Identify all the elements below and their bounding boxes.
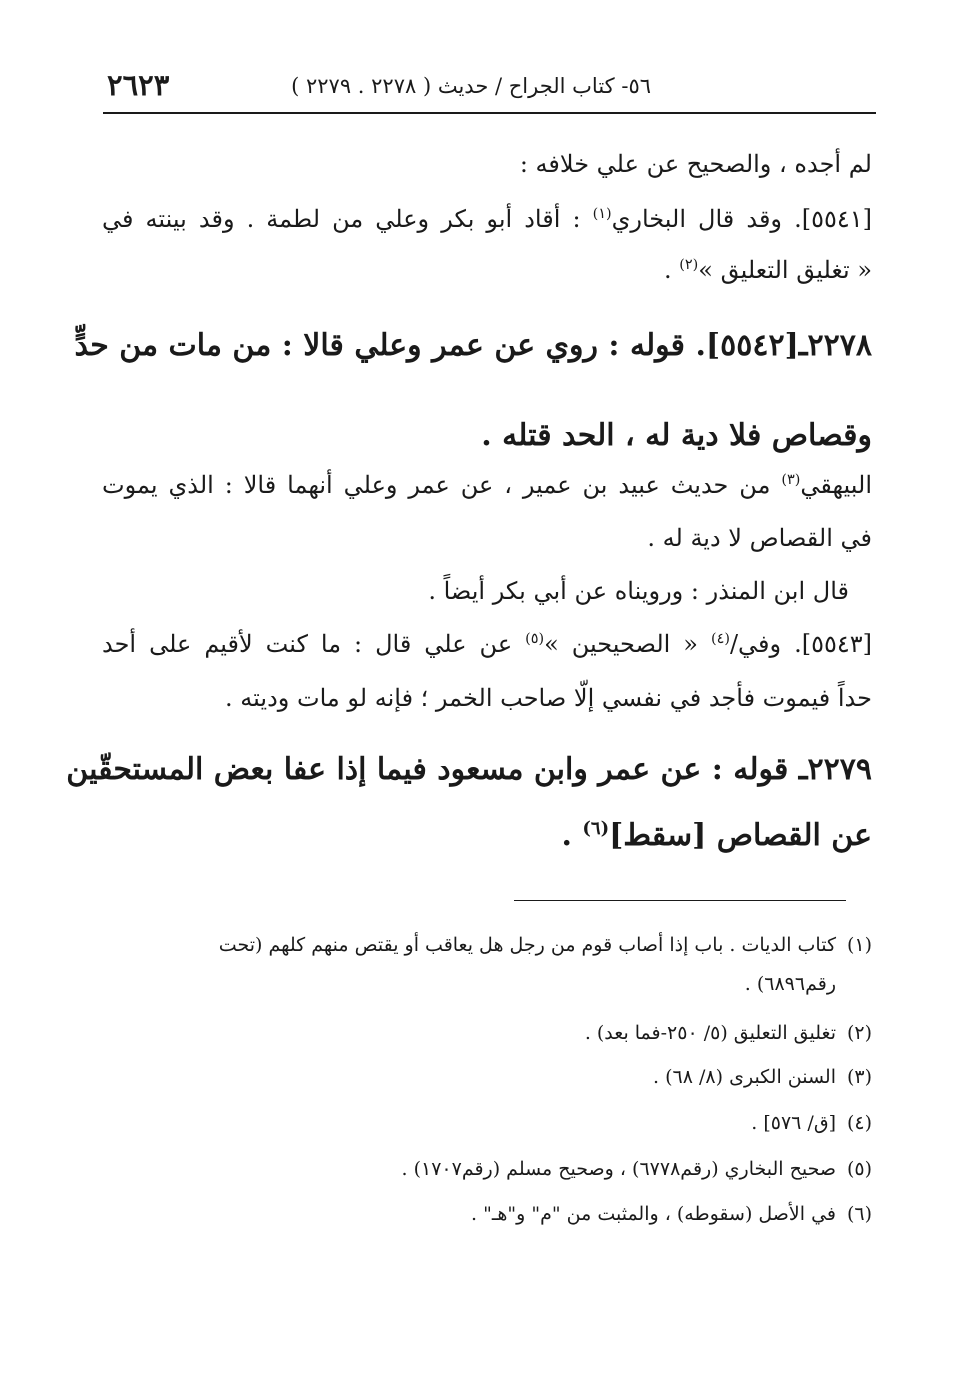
footnote-number: (٦) [846, 1203, 872, 1225]
footnote-item [102, 1112, 872, 1134]
footnote-item [102, 1022, 872, 1044]
footnote-ref[interactable]: (١) [592, 206, 612, 222]
footnote-item [102, 1203, 872, 1225]
paragraph-line: حداً فيموت فأجد في نفسي إلّا صاحب الخمر ؛ فإنه لو مات وديته . [225, 684, 872, 712]
footnote-ref[interactable]: (٣) [781, 472, 801, 488]
footnote-item [102, 1158, 872, 1180]
entry-heading: ٢٢٧٩ـ قوله : عن عمر وابن مسعود فيما إذا عفا بعض المستحقّين [66, 752, 872, 787]
paragraph-line: البيهقي$^{(٣)}$ من حديث عبيد بن عمير ، عن عمر وعلي أنهما قالا : الذي يموت [102, 471, 872, 499]
footnote-text: صحيح البخاري (رقم٦٧٧٨) ، وصحيح مسلم (رقم١٧٠٧) . [401, 1158, 836, 1180]
paragraph-line: [٥٥٤٣]. وفي/$^{(٤)}$ « الصحيحين »$^{(٥)}$ عن علي قال : ما كنت لأقيم على أحد [102, 630, 872, 658]
paragraph-line: « تغليق التعليق »$^{(٢)}$ . [664, 256, 872, 284]
running-title: ٥٦- كتاب الجراح / حديث ( ٢٢٧٨ . ٢٢٧٩ ) [291, 74, 651, 98]
footnote-ref[interactable]: (٤) [710, 631, 730, 647]
footnote-number: (٤) [846, 1112, 872, 1134]
footnote-text: تغليق التعليق (٥/ ٢٥٠-فما بعد) . [584, 1022, 836, 1044]
entry-heading: عن القصاص [سقط]$^{(٦)}$ . [561, 818, 872, 853]
footnote-ref[interactable]: (٢) [679, 257, 699, 273]
footnote-continuation: رقم٦٨٩٦) . [744, 973, 836, 995]
paragraph-line: [٥٥٤١]. وقد قال البخاري$^{(١)}$ : أقاد أبو بكر وعلي من لطمة . وقد بينته في [102, 205, 872, 233]
footnote-item [102, 1066, 872, 1088]
paragraph-line: في القصاص لا دية له . [647, 524, 872, 552]
footnote-number: (٢) [846, 1022, 872, 1044]
footnote-separator [514, 900, 846, 901]
footnote-number: (٥) [846, 1158, 872, 1180]
footnote-text: في الأصل (سقوطه) ، والمثبت من "م" و"هـ" . [471, 1203, 836, 1225]
footnote-ref[interactable]: (٦) [582, 818, 610, 839]
entry-heading: وقصاص فلا دية له ، الحد قتله . [481, 418, 872, 453]
footnote-text: [ق/ ٥٧٦] . [751, 1112, 836, 1134]
page-number: ٢٦٢٣ [107, 68, 170, 102]
footnote-number: (١) [846, 934, 872, 956]
footnote-text: كتاب الديات . باب إذا أصاب قوم من رجل هل يعاقب أو يقتص منهم كلهم (تحت [218, 934, 836, 956]
footnote-number: (٣) [846, 1066, 872, 1088]
paragraph-line: قال ابن المنذر : ورويناه عن أبي بكر أيضاً . [428, 577, 849, 605]
footnote-ref[interactable]: (٥) [525, 631, 545, 647]
footnote-item [102, 934, 872, 956]
paragraph-line: لم أجده ، والصحيح عن علي خلافه : [519, 150, 872, 178]
page-header [103, 66, 876, 114]
footnote-text: السنن الكبرى (٨/ ٦٨) . [653, 1066, 836, 1088]
entry-heading: ٢٢٧٨ـ[٥٥٤٢]. قوله : روي عن عمر وعلي قالا : من مات من حدٍّ [74, 328, 872, 363]
